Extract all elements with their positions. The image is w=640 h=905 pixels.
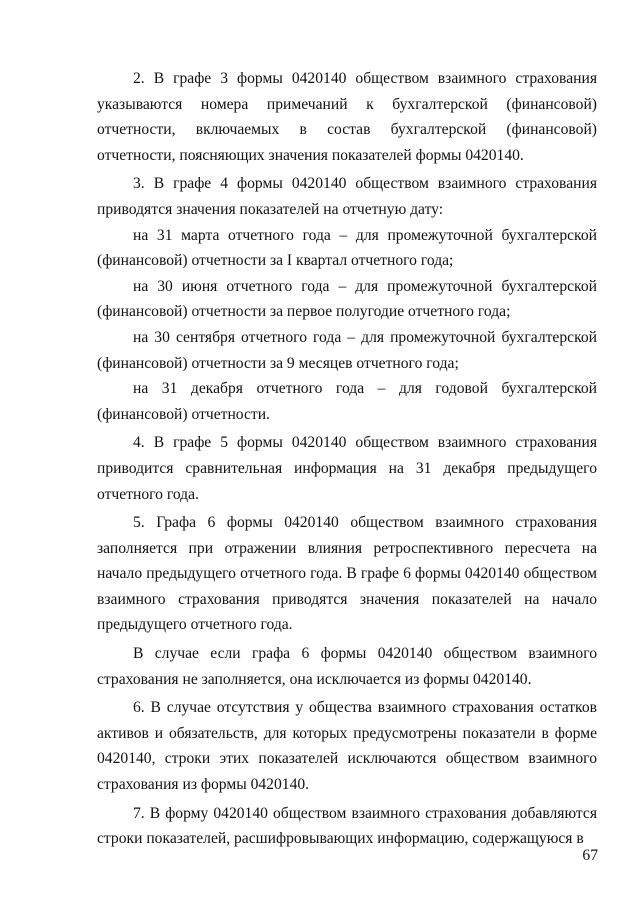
paragraph-3-h1: на 30 июня отчетного года – для промежуточной бухгалтерской (финансовой) отчетности за первое полугодие отчетного года; xyxy=(97,277,597,321)
paragraph-3-9m: на 30 сентября отчетного года – для промежуточной бухгалтерской (финансовой) отчетности за 9 месяцев отчетного года; xyxy=(97,328,597,372)
paragraph-6: 6. В случае отсутствия у общества взаимного страхования остатков активов и обязательств, для которых предусмотрены показатели в форме 0420140, строки этих показателей исключаются обществом взаимного страхования из формы 0420140. xyxy=(97,699,597,794)
paragraph-7: 7. В форму 0420140 обществом взаимного страхования добавляются строки показателей, расшифровывающих информацию, содержащуюся в xyxy=(97,804,597,848)
page-number: 67 xyxy=(582,847,598,864)
document-page xyxy=(97,66,597,852)
paragraph-5-note: В случае если графа 6 формы 0420140 обществом взаимного страхования не заполняется, она исключается из формы 0420140. xyxy=(97,645,597,688)
paragraph-4: 4. В графе 5 формы 0420140 обществом взаимного страхования приводится сравнительная информация на 31 декабря предыдущего отчетного года. xyxy=(97,434,597,503)
paragraph-5: 5. Графа 6 формы 0420140 обществом взаимного страхования заполняется при отражении влияния ретроспективного пересчета на начало предыдущего отчетного года. В графе 6 формы 0420140 обществом взаимного страхования приводятся значения показателей на начало предыдущего отчетного года. xyxy=(97,514,597,634)
paragraph-3: 3. В графе 4 формы 0420140 обществом взаимного страхования приводятся значения показателей на отчетную дату: xyxy=(97,175,597,218)
paragraph-3-q1: на 31 марта отчетного года – для промежуточной бухгалтерской (финансовой) отчетности за I квартал отчетного года; xyxy=(97,226,597,270)
paragraph-2: 2. В графе 3 формы 0420140 обществом взаимного страхования указываются номера примечаний к бухгалтерской (финансовой) отчетности, включаемых в состав бухгалтерской (финансовой) отчетности, поясняющих значения показателей формы 0420140. xyxy=(97,70,597,164)
paragraph-3-year: на 31 декабря отчетного года – для годовой бухгалтерской (финансовой) отчетности. xyxy=(97,380,597,423)
